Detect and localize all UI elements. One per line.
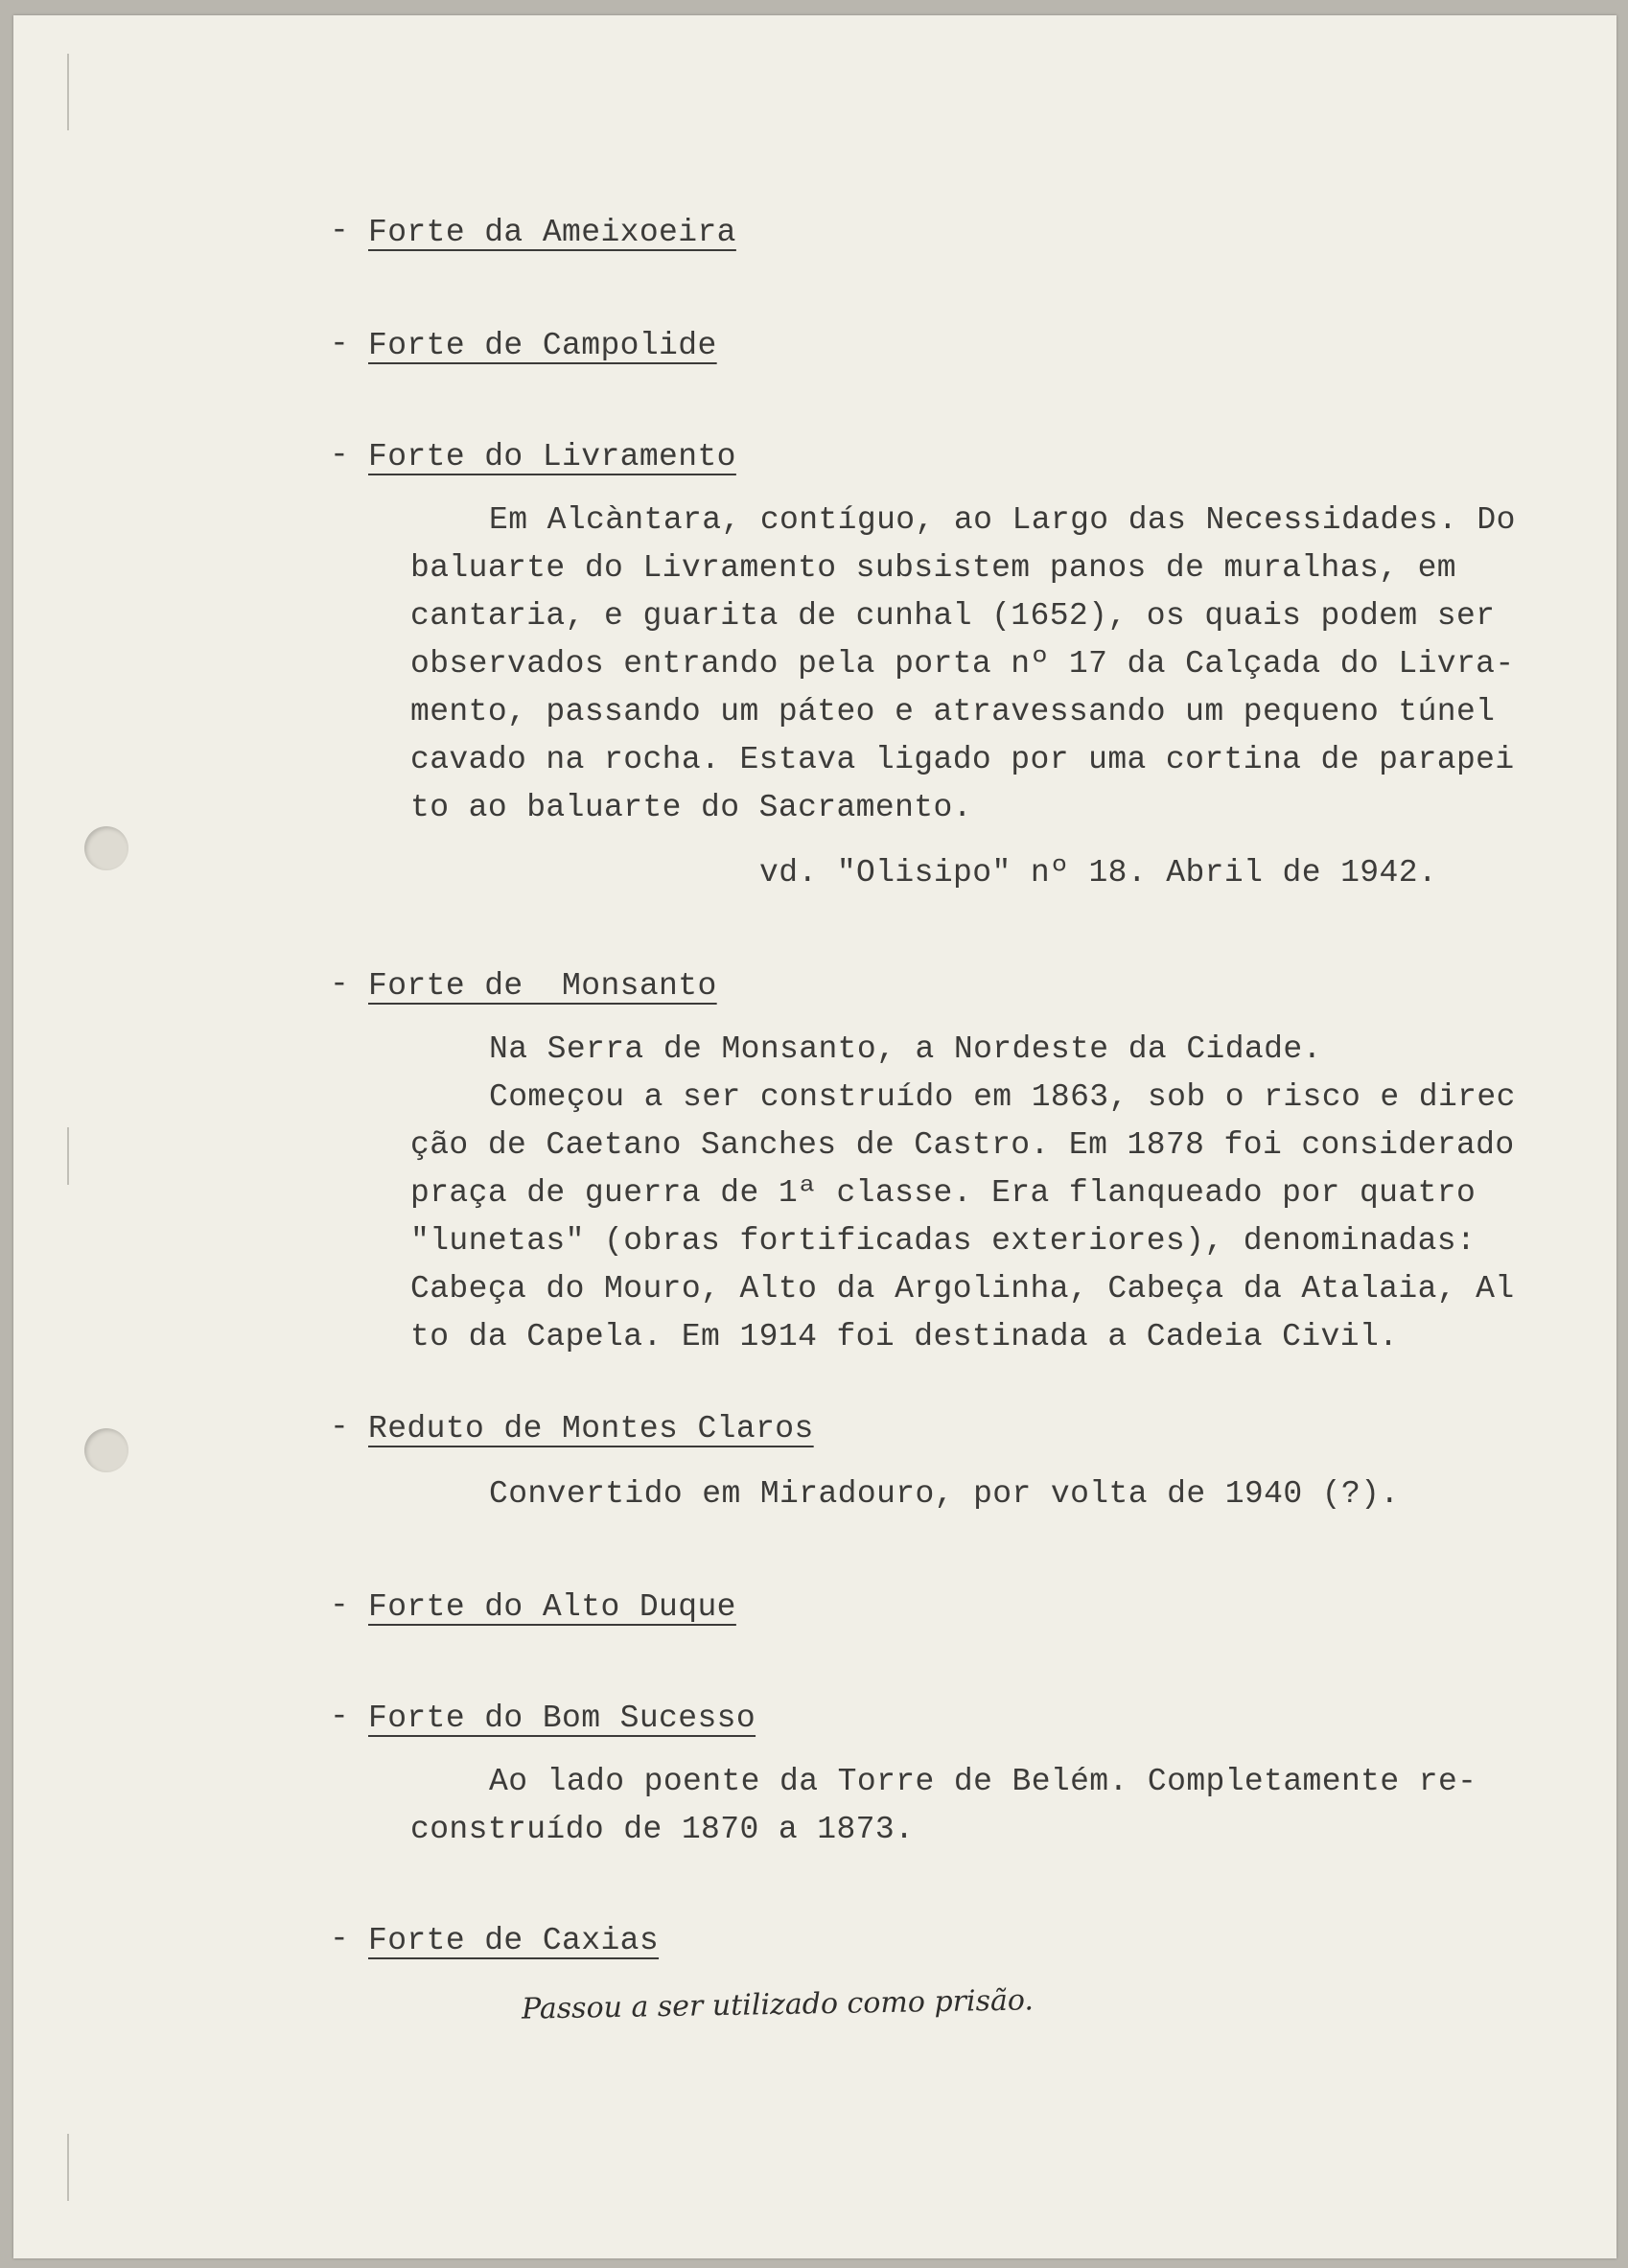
- paragraph-line: praça de guerra de 1ª classe. Era flanqueado por quatro: [410, 1175, 1477, 1211]
- bullet-dash: -: [330, 1921, 349, 1956]
- punch-hole: [84, 1428, 128, 1472]
- paragraph-line: Na Serra de Monsanto, a Nordeste da Cidade.: [489, 1031, 1322, 1067]
- bullet-dash: -: [330, 1409, 349, 1445]
- paragraph-line: construído de 1870 a 1873.: [410, 1812, 915, 1847]
- bullet-dash: -: [330, 213, 349, 248]
- handwritten-note: Passou a ser utilizado como prisão.: [521, 1983, 1035, 2026]
- document-page: [13, 15, 1616, 2258]
- punch-hole: [84, 826, 128, 870]
- reference-line: vd. "Olisipo" nº 18. Abril de 1942.: [759, 855, 1438, 891]
- bullet-dash: -: [330, 326, 349, 361]
- section-heading: Forte de Campolide: [368, 328, 717, 363]
- edge-mark: [67, 54, 69, 130]
- edge-mark: [67, 1127, 69, 1185]
- paragraph-line: ção de Caetano Sanches de Castro. Em 1878 foi considerado: [410, 1127, 1515, 1163]
- section-heading: Forte de Monsanto: [368, 968, 717, 1004]
- paragraph-line: Começou a ser construído em 1863, sob o risco e direc: [489, 1079, 1516, 1115]
- section-heading: Reduto de Montes Claros: [368, 1411, 814, 1446]
- paragraph-line: mento, passando um páteo e atravessando um pequeno túnel: [410, 694, 1496, 729]
- section-heading: Forte do Bom Sucesso: [368, 1701, 756, 1736]
- paragraph-line: observados entrando pela porta nº 17 da Calçada do Livra-: [410, 646, 1515, 682]
- bullet-dash: -: [330, 966, 349, 1002]
- bullet-dash: -: [330, 1699, 349, 1734]
- bullet-dash: -: [330, 437, 349, 473]
- paragraph-line: cavado na rocha. Estava ligado por uma cortina de parapei: [410, 742, 1515, 777]
- paragraph-line: to da Capela. Em 1914 foi destinada a Cadeia Civil.: [410, 1319, 1399, 1354]
- paragraph-line: Convertido em Miradouro, por volta de 1940 (?).: [489, 1476, 1400, 1512]
- edge-mark: [67, 2134, 69, 2201]
- paragraph-line: Cabeça do Mouro, Alto da Argolinha, Cabeça da Atalaia, Al: [410, 1271, 1515, 1307]
- paragraph-line: to ao baluarte do Sacramento.: [410, 790, 972, 825]
- section-heading: Forte de Caxias: [368, 1923, 660, 1958]
- bullet-dash: -: [330, 1587, 349, 1623]
- paragraph-line: "lunetas" (obras fortificadas exteriores), denominadas:: [410, 1223, 1477, 1259]
- paragraph-line: Em Alcàntara, contíguo, ao Largo das Necessidades. Do: [489, 502, 1516, 538]
- section-heading: Forte da Ameixoeira: [368, 215, 736, 250]
- section-heading: Forte do Livramento: [368, 439, 736, 474]
- paragraph-line: baluarte do Livramento subsistem panos de muralhas, em: [410, 550, 1456, 586]
- paragraph-line: cantaria, e guarita de cunhal (1652), os quais podem ser: [410, 598, 1496, 634]
- section-heading: Forte do Alto Duque: [368, 1589, 736, 1625]
- paragraph-line: Ao lado poente da Torre de Belém. Completamente re-: [489, 1764, 1477, 1799]
